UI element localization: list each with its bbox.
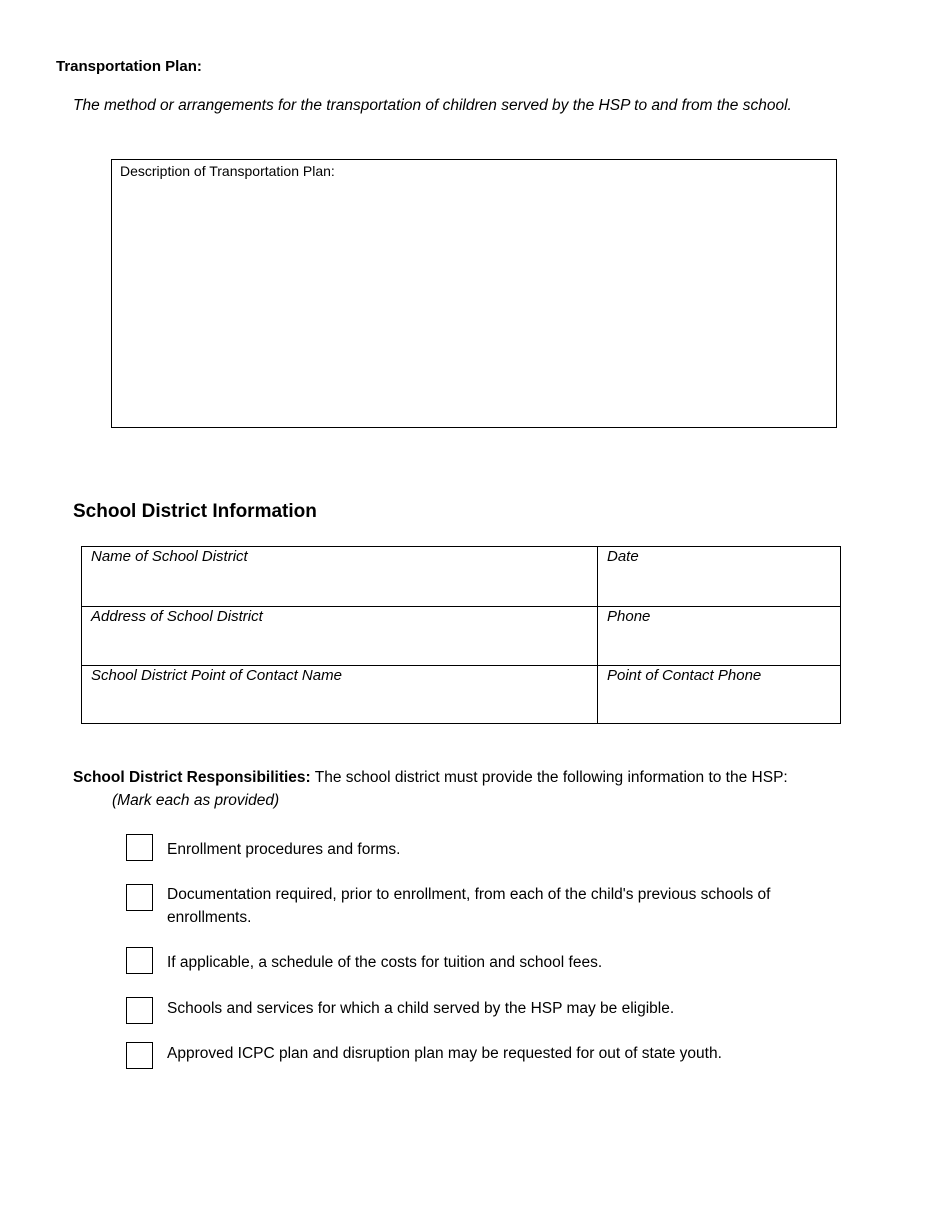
- icpc-plan-checkbox[interactable]: [126, 1042, 153, 1069]
- table-row: [82, 606, 840, 665]
- contact-phone-label: Point of Contact Phone: [607, 667, 762, 684]
- phone-label: Phone: [607, 608, 651, 625]
- responsibilities-text: The school district must provide the following information to the HSP:: [310, 769, 788, 786]
- date-field[interactable]: [597, 547, 841, 606]
- transportation-plan-box-label: Description of Transportation Plan:: [120, 163, 335, 179]
- contact-phone-field[interactable]: [597, 666, 841, 724]
- enrollment-procedures-label: Enrollment procedures and forms.: [167, 841, 401, 858]
- contact-name-field[interactable]: [82, 666, 597, 724]
- school-district-name-label: Name of School District: [91, 548, 248, 565]
- documentation-label: Documentation required, prior to enrollment, from each of the child's previous schools of enrollments.: [167, 886, 771, 926]
- tuition-costs-label: If applicable, a schedule of the costs for tuition and school fees.: [167, 954, 603, 971]
- responsibilities-label: School District Responsibilities:: [73, 769, 311, 786]
- table-row: [82, 665, 840, 724]
- transportation-plan-description: The method or arrangements for the transportation of children served by the HSP to and from the school.: [73, 97, 792, 114]
- school-district-heading: School District Information: [73, 501, 317, 522]
- responsibilities-note: (Mark each as provided): [112, 792, 280, 809]
- school-district-name-field[interactable]: [82, 547, 597, 606]
- school-district-address-label: Address of School District: [91, 608, 263, 625]
- date-label: Date: [607, 548, 639, 565]
- table-row: [82, 547, 840, 606]
- contact-name-label: School District Point of Contact Name: [91, 667, 342, 684]
- documentation-checkbox[interactable]: [126, 884, 153, 911]
- transportation-plan-textarea[interactable]: [111, 159, 837, 428]
- school-district-address-field[interactable]: [82, 607, 597, 665]
- responsibilities-intro: [73, 769, 788, 787]
- icpc-plan-label: Approved ICPC plan and disruption plan may be requested for out of state youth.: [167, 1045, 722, 1062]
- transportation-plan-heading: Transportation Plan:: [56, 58, 202, 75]
- schools-services-checkbox[interactable]: [126, 997, 153, 1024]
- tuition-costs-checkbox[interactable]: [126, 947, 153, 974]
- enrollment-procedures-checkbox[interactable]: [126, 834, 153, 861]
- school-district-table: [81, 546, 841, 724]
- phone-field[interactable]: [597, 607, 841, 665]
- schools-services-label: Schools and services for which a child served by the HSP may be eligible.: [167, 1000, 675, 1017]
